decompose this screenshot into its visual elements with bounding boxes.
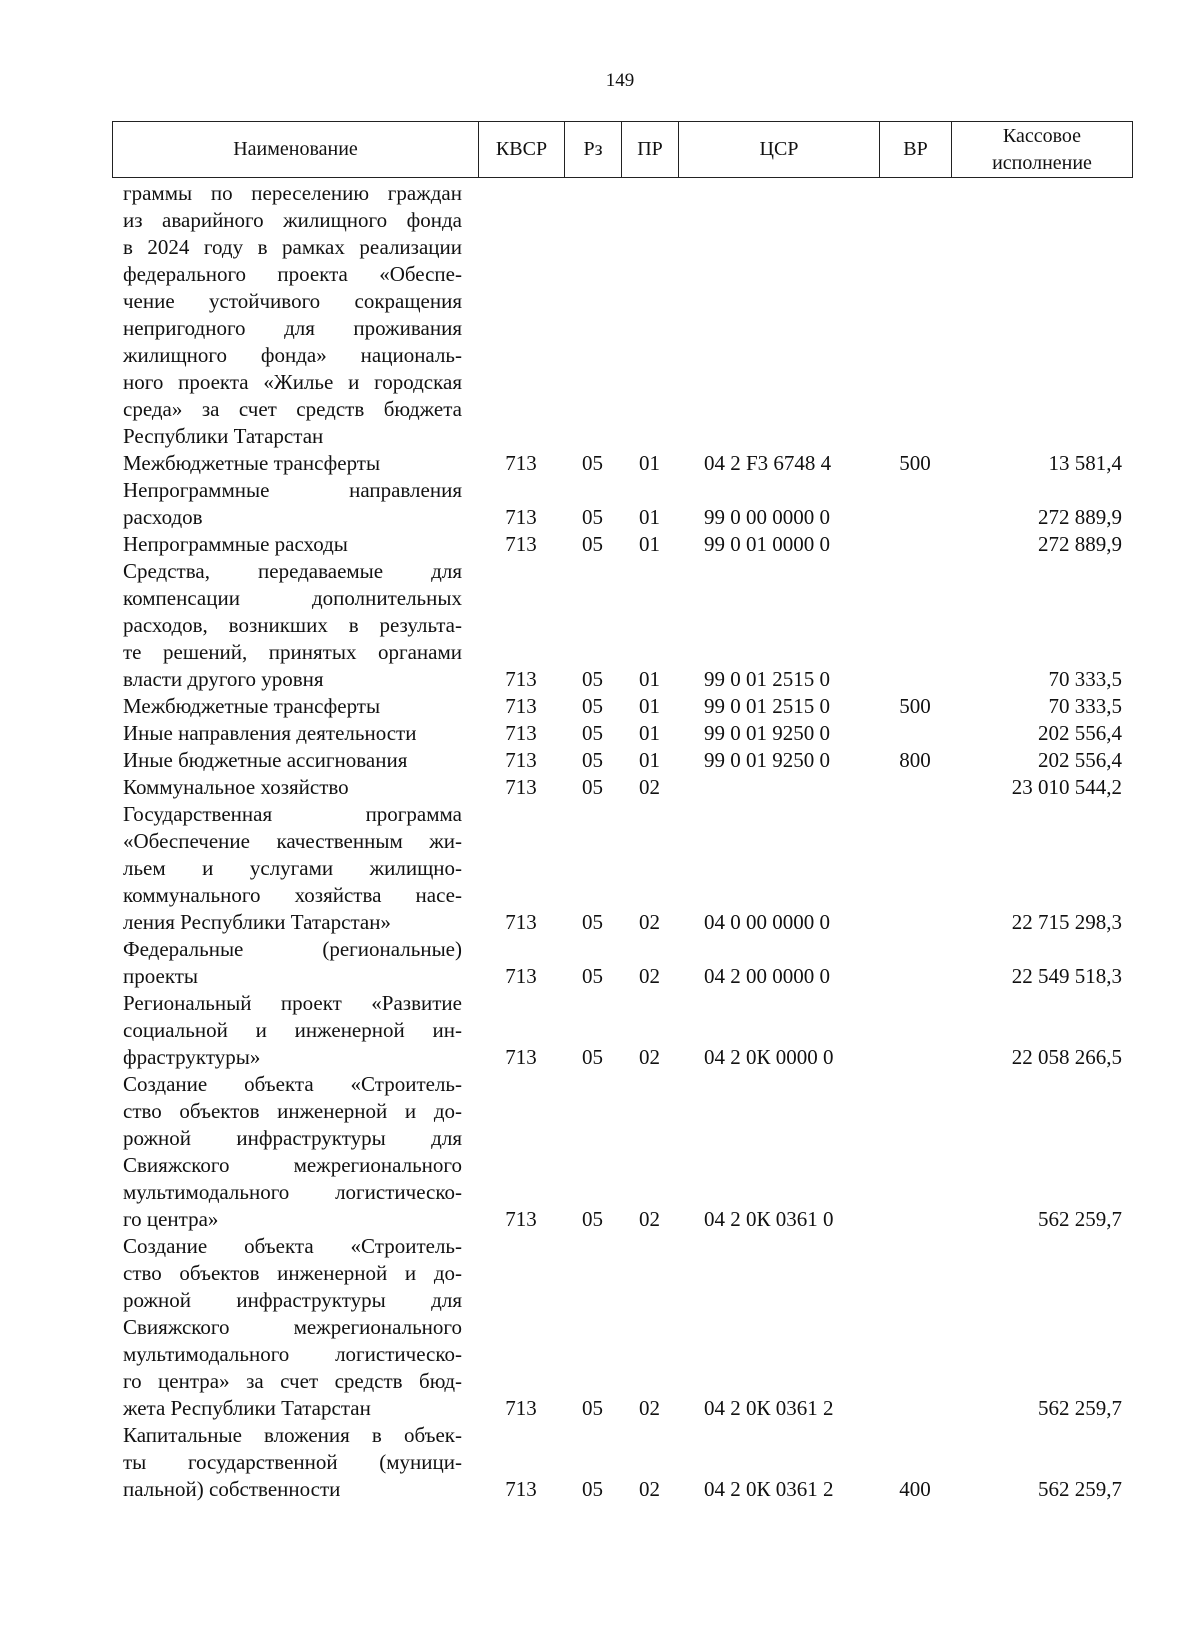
row-rz: 05 xyxy=(582,694,603,718)
row-csr: 99 0 01 2515 0 xyxy=(704,694,830,718)
row-name-line: граммы по переселению граждан xyxy=(123,181,462,205)
row-kvsr: 713 xyxy=(505,532,537,556)
table-row xyxy=(112,450,1132,477)
row-kvsr: 713 xyxy=(505,748,537,772)
row-name-line: социальной и инженерной ин- xyxy=(123,1018,462,1042)
row-csr xyxy=(678,774,879,801)
row-name-line: рожной инфраструктуры для xyxy=(123,1288,462,1312)
row-name-line: Межбюджетные трансферты xyxy=(123,451,381,475)
row-rz: 05 xyxy=(582,1045,603,1069)
row-kvsr: 713 xyxy=(505,505,537,529)
table-row xyxy=(112,747,1132,774)
row-csr: 99 0 00 0000 0 xyxy=(704,505,830,529)
row-rz: 05 xyxy=(582,1477,603,1501)
row-name-line: рожной инфраструктуры для xyxy=(123,1126,462,1150)
table-row xyxy=(112,477,1132,531)
row-pr: 01 xyxy=(639,505,660,529)
row-kvsr: 713 xyxy=(505,1396,537,1420)
row-name xyxy=(112,990,478,1071)
row-csr: 04 2 00 0000 0 xyxy=(704,964,830,988)
row-name-line: Непрограммные расходы xyxy=(123,532,348,556)
row-vr xyxy=(879,1233,951,1422)
row-pr: 02 xyxy=(639,1045,660,1069)
row-kvsr: 713 xyxy=(505,1045,537,1069)
row-name-line: жилищного фонда» националь- xyxy=(123,343,462,367)
row-name xyxy=(112,801,478,936)
row-pr: 01 xyxy=(639,451,660,475)
row-name xyxy=(112,1422,478,1503)
row-csr: 99 0 01 9250 0 xyxy=(704,748,830,772)
row-rz: 05 xyxy=(582,1396,603,1420)
row-vr: 800 xyxy=(899,748,931,772)
row-name-line: ство объектов инженерной и до- xyxy=(123,1261,462,1285)
row-name-line: ство объектов инженерной и до- xyxy=(123,1099,462,1123)
row-name-line: ты государственной (муници- xyxy=(123,1450,462,1474)
row-kvsr: 713 xyxy=(505,1207,537,1231)
row-kvsr: 713 xyxy=(505,1477,537,1501)
table-row xyxy=(112,801,1132,936)
header-csr: ЦСР xyxy=(679,122,880,178)
row-pr: 02 xyxy=(639,910,660,934)
header-sum-line1: Кассовое xyxy=(1002,124,1082,147)
row-vr xyxy=(879,936,951,990)
row-name-line: мультимодального логистическо- xyxy=(123,1342,462,1366)
row-name-line: среда» за счет средств бюджета xyxy=(123,397,462,421)
row-kvsr: 713 xyxy=(505,667,537,691)
row-sum xyxy=(951,180,1132,450)
row-name-line: расходов, возникших в результа- xyxy=(123,613,462,637)
row-name xyxy=(112,720,478,747)
row-name-line: Свияжского межрегионального xyxy=(123,1153,462,1177)
row-rz: 05 xyxy=(582,532,603,556)
row-name-line: «Обеспечение качественным жи- xyxy=(123,829,462,853)
row-sum: 70 333,5 xyxy=(1048,694,1122,718)
row-name-line: Свияжского межрегионального xyxy=(123,1315,462,1339)
table-row xyxy=(112,990,1132,1071)
row-name-line: проекты xyxy=(123,964,199,988)
row-csr: 99 0 01 2515 0 xyxy=(704,667,830,691)
row-rz: 05 xyxy=(582,451,603,475)
row-kvsr: 713 xyxy=(505,910,537,934)
row-pr: 02 xyxy=(639,1396,660,1420)
row-name-line: пальной) собственности xyxy=(123,1477,341,1501)
row-kvsr: 713 xyxy=(505,964,537,988)
row-name xyxy=(112,180,478,450)
row-pr: 01 xyxy=(639,694,660,718)
row-name-line: льем и услугами жилищно- xyxy=(123,856,462,880)
row-name-line: ления Республики Татарстан» xyxy=(123,910,391,934)
budget-table xyxy=(112,180,1132,1503)
table-row xyxy=(112,936,1132,990)
row-vr xyxy=(879,720,951,747)
row-pr: 02 xyxy=(639,964,660,988)
table-body xyxy=(112,180,1132,1503)
row-name xyxy=(112,1233,478,1422)
header-kvsr: КВСР xyxy=(479,122,565,178)
table-row xyxy=(112,720,1132,747)
row-sum: 23 010 544,2 xyxy=(1011,775,1122,799)
row-name-line: из аварийного жилищного фонда xyxy=(123,208,462,232)
table-row xyxy=(112,558,1132,693)
row-name-line: чение устойчивого сокращения xyxy=(123,289,462,313)
row-sum: 562 259,7 xyxy=(1038,1396,1122,1420)
row-vr xyxy=(879,558,951,693)
row-name-line: те решений, принятых органами xyxy=(123,640,462,664)
row-vr xyxy=(879,477,951,531)
row-kvsr xyxy=(478,180,564,450)
row-csr: 99 0 01 0000 0 xyxy=(704,532,830,556)
row-kvsr: 713 xyxy=(505,694,537,718)
row-sum: 22 715 298,3 xyxy=(1011,910,1122,934)
row-name-line: Иные направления деятельности xyxy=(123,721,417,745)
row-name xyxy=(112,936,478,990)
row-pr: 01 xyxy=(639,721,660,745)
row-name-line: жета Республики Татарстан xyxy=(123,1396,371,1420)
row-name xyxy=(112,774,478,801)
row-csr: 04 2 0К 0361 2 xyxy=(704,1477,834,1501)
row-csr xyxy=(678,180,879,450)
row-kvsr: 713 xyxy=(505,721,537,745)
table-header xyxy=(112,121,1133,178)
row-name-line: расходов xyxy=(123,505,203,529)
table-row xyxy=(112,1071,1132,1233)
row-name-line: Государственная программа xyxy=(123,802,462,826)
row-name-line: Республики Татарстан xyxy=(123,424,324,448)
row-name xyxy=(112,747,478,774)
row-pr: 01 xyxy=(639,667,660,691)
row-sum: 202 556,4 xyxy=(1038,721,1122,745)
row-vr: 500 xyxy=(899,694,931,718)
header-name: Наименование xyxy=(113,122,479,178)
row-rz: 05 xyxy=(582,721,603,745)
row-rz: 05 xyxy=(582,775,603,799)
row-rz: 05 xyxy=(582,1207,603,1231)
row-csr: 99 0 01 9250 0 xyxy=(704,721,830,745)
row-rz: 05 xyxy=(582,910,603,934)
row-name-line: мультимодального логистическо- xyxy=(123,1180,462,1204)
row-sum: 202 556,4 xyxy=(1038,748,1122,772)
row-pr: 02 xyxy=(639,1207,660,1231)
row-rz xyxy=(564,180,621,450)
table-row xyxy=(112,531,1132,558)
row-rz: 05 xyxy=(582,667,603,691)
row-name-line: Коммунальное хозяйство xyxy=(123,775,349,799)
header-sum xyxy=(952,122,1133,178)
row-name xyxy=(112,1071,478,1233)
row-name-line: Средства, передаваемые для xyxy=(123,559,462,583)
row-vr xyxy=(879,990,951,1071)
header-pr: ПР xyxy=(622,122,679,178)
row-name-line: федерального проекта «Обеспе- xyxy=(123,262,462,286)
row-rz: 05 xyxy=(582,505,603,529)
row-name-line: компенсации дополнительных xyxy=(123,586,462,610)
row-vr xyxy=(879,180,951,450)
row-name xyxy=(112,477,478,531)
table-row xyxy=(112,180,1132,450)
row-sum: 22 549 518,3 xyxy=(1011,964,1122,988)
row-csr: 04 2 F3 6748 4 xyxy=(704,451,832,475)
row-vr xyxy=(879,774,951,801)
row-kvsr: 713 xyxy=(505,451,537,475)
header-rz: Рз xyxy=(565,122,622,178)
row-name xyxy=(112,531,478,558)
row-sum: 272 889,9 xyxy=(1038,505,1122,529)
row-sum: 70 333,5 xyxy=(1048,667,1122,691)
row-name-line: Федеральные (региональные) xyxy=(123,937,462,961)
row-name-line: го центра» xyxy=(123,1207,219,1231)
table-row xyxy=(112,774,1132,801)
row-name-line: Региональный проект «Развитие xyxy=(123,991,462,1015)
row-sum: 562 259,7 xyxy=(1038,1207,1122,1231)
row-sum: 562 259,7 xyxy=(1038,1477,1122,1501)
row-vr xyxy=(879,1071,951,1233)
row-name-line: в 2024 году в рамках реализации xyxy=(123,235,462,259)
row-name-line: фраструктуры» xyxy=(123,1045,261,1069)
row-kvsr: 713 xyxy=(505,775,537,799)
page-number: 149 xyxy=(605,70,635,91)
row-name xyxy=(112,693,478,720)
row-pr: 01 xyxy=(639,532,660,556)
row-name xyxy=(112,450,478,477)
row-name-line: непригодного для проживания xyxy=(123,316,462,340)
header-vr: ВР xyxy=(880,122,952,178)
row-name-line: ного проекта «Жилье и городская xyxy=(123,370,462,394)
row-vr: 400 xyxy=(899,1477,931,1501)
row-sum: 272 889,9 xyxy=(1038,532,1122,556)
table-row xyxy=(112,1233,1132,1422)
row-name-line: Создание объекта «Строитель- xyxy=(123,1234,462,1258)
row-csr: 04 2 0К 0361 2 xyxy=(704,1396,834,1420)
row-vr: 500 xyxy=(899,451,931,475)
row-name-line: Капитальные вложения в объек- xyxy=(123,1423,462,1447)
row-vr xyxy=(879,531,951,558)
row-pr: 02 xyxy=(639,775,660,799)
row-pr: 01 xyxy=(639,748,660,772)
row-name-line: Межбюджетные трансферты xyxy=(123,694,381,718)
row-pr xyxy=(621,180,678,450)
row-name-line: Иные бюджетные ассигнования xyxy=(123,748,408,772)
table-row xyxy=(112,693,1132,720)
row-name-line: го центра» за счет средств бюд- xyxy=(123,1369,462,1393)
row-rz: 05 xyxy=(582,748,603,772)
row-csr: 04 0 00 0000 0 xyxy=(704,910,830,934)
row-csr: 04 2 0К 0000 0 xyxy=(704,1045,834,1069)
row-name-line: Создание объекта «Строитель- xyxy=(123,1072,462,1096)
table-row xyxy=(112,1422,1132,1503)
header-sum-line2: исполнение xyxy=(992,151,1092,174)
row-csr: 04 2 0К 0361 0 xyxy=(704,1207,834,1231)
row-sum: 22 058 266,5 xyxy=(1011,1045,1122,1069)
row-vr xyxy=(879,801,951,936)
row-sum: 13 581,4 xyxy=(1048,451,1122,475)
row-rz: 05 xyxy=(582,964,603,988)
row-name-line: власти другого уровня xyxy=(123,667,324,691)
row-name-line: коммунального хозяйства насе- xyxy=(123,883,462,907)
row-name xyxy=(112,558,478,693)
row-name-line: Непрограммные направления xyxy=(123,478,462,502)
row-pr: 02 xyxy=(639,1477,660,1501)
